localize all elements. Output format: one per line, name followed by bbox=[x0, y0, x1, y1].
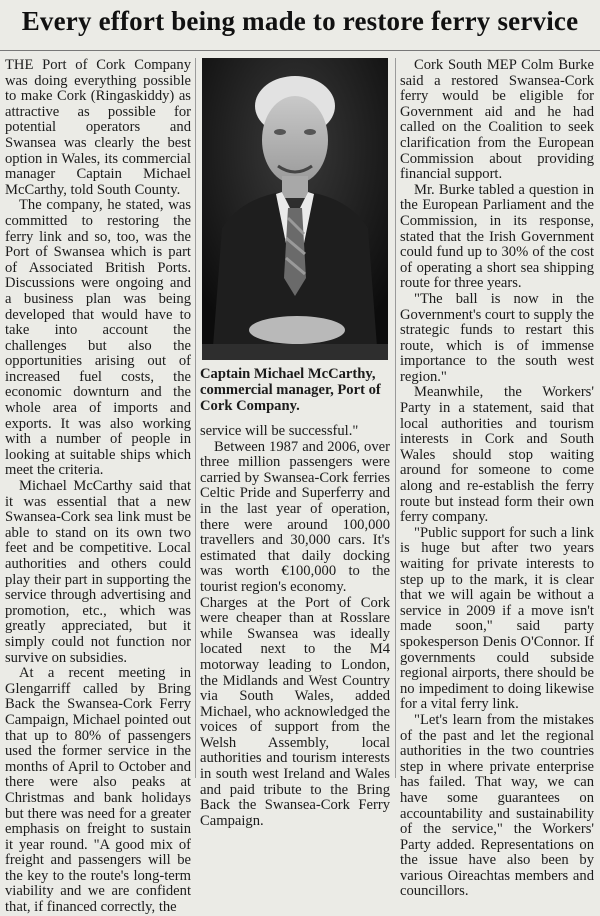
paragraph: "The ball is now in the Government's court to supply the strategic funds to restart this route, which is of immense importance to the south west region." bbox=[400, 290, 594, 385]
headline-rule bbox=[0, 50, 600, 51]
photo-caption: Captain Michael McCarthy, commercial manager, Port of Cork Company. bbox=[200, 366, 381, 414]
column-divider bbox=[395, 58, 396, 778]
column-3 bbox=[400, 58, 594, 900]
paragraph: Meanwhile, the Workers' Party in a statement, said that local authorities and tourism interests in Cork and South Wales should stop waiting around for someone to come along and re-establish the ferry route but instead form their own ferry company. bbox=[400, 384, 594, 526]
column-2 bbox=[200, 58, 390, 829]
paragraph: service will be successful." bbox=[200, 423, 359, 439]
paragraph: Mr. Burke tabled a question in the European Parliament and the Commission, in its response, stated that the Irish Government could fund up to 30% of the cost of operating a short sea shipping route for three years. bbox=[400, 181, 594, 292]
paragraph: Between 1987 and 2006, over three million passengers were carried by Swansea-Cork ferries Celtic Pride and Superferry and in the last year of operation, there were around 100,000 travellers and 30,000 cars. It's estimated that daily docking was worth €100,000 to the tourist region's economy. bbox=[200, 438, 390, 595]
portrait-photo bbox=[202, 58, 388, 360]
paragraph: Cork South MEP Colm Burke said a restored Swansea-Cork ferry would be eligible for Government aid and he had called on the Coalition to seek clarification from the European Commission about providing financial support. bbox=[400, 57, 594, 183]
portrait-icon bbox=[202, 58, 388, 360]
column-1 bbox=[5, 58, 191, 916]
paragraph: Charges at the Port of Cork were cheaper than at Rosslare while Swansea was ideally located next to the M4 motorway leading to London, the Midlands and West Country via South Wales, added Michael, who acknowledged the voices of support from the Welsh Assembly, local authorities and tourism interests in south west Ireland and Wales and paid tribute to the Bring Back the Swansea-Cork Ferry Campaign. bbox=[200, 594, 390, 829]
paragraph: At a recent meeting in Glengarriff called by Bring Back the Swansea-Cork Ferry Campaign, Michael pointed out that up to 80% of passengers used the former service in the months of April to October and there were also peaks at Christmas and bank holidays but there was need for a greater emphasis on freight to sustain it year round. "A good mix of freight and passengers will be the key to the route's long-term viability and we are confident that, if financed correctly, the bbox=[5, 665, 191, 916]
paragraph: "Public support for such a link is huge but after two years waiting for private interests to step up to the mark, it is clear that we will again be without a service in 2009 if a move isn't made soon," said party spokesperson Denis O'Connor. If governments could subside regional airports, there should be no impediment to doing likewise for a vital ferry link. bbox=[400, 524, 594, 713]
column-divider bbox=[195, 58, 196, 778]
paragraph: The company, he stated, was committed to restoring the ferry link and so, too, was the Port of Swansea which is part of Associated British Ports. Discussions were ongoing and a business plan was being developed that would have to take into account the challenges but also the opportunities arising out of increased fuel costs, the economic downturn and the whole area of imports and exports. It was also working with a number of people in looking at suitable ships which meet the criteria. bbox=[5, 197, 191, 479]
paragraph: Michael McCarthy said that it was essential that a new Swansea-Cork sea link must be able to stand on its own two feet and be competitive. Local authorities and others could play their part in supporting the service through advertising and promotion, etc., which was greatly appreciated, but it simply could not function nor survive on subsidies. bbox=[5, 478, 191, 666]
paragraph: "Let's learn from the mistakes of the past and let the regional authorities in the two countries step in where private enterprise has failed. That way, we can have some guarantees on accountability and sustainability of the service," the Workers' Party added. Representations on the issue have also been by various Oireachtas members and councillors. bbox=[400, 711, 594, 900]
headline: Every effort being made to restore ferry service bbox=[21, 6, 579, 36]
paragraph: THE Port of Cork Company was doing everything possible to make Cork (Ringaskiddy) as attractive as possible for potential operators and Swansea was clearly the best option in Wales, its commercial manager Captain Michael McCarthy, told South County. bbox=[5, 57, 191, 198]
